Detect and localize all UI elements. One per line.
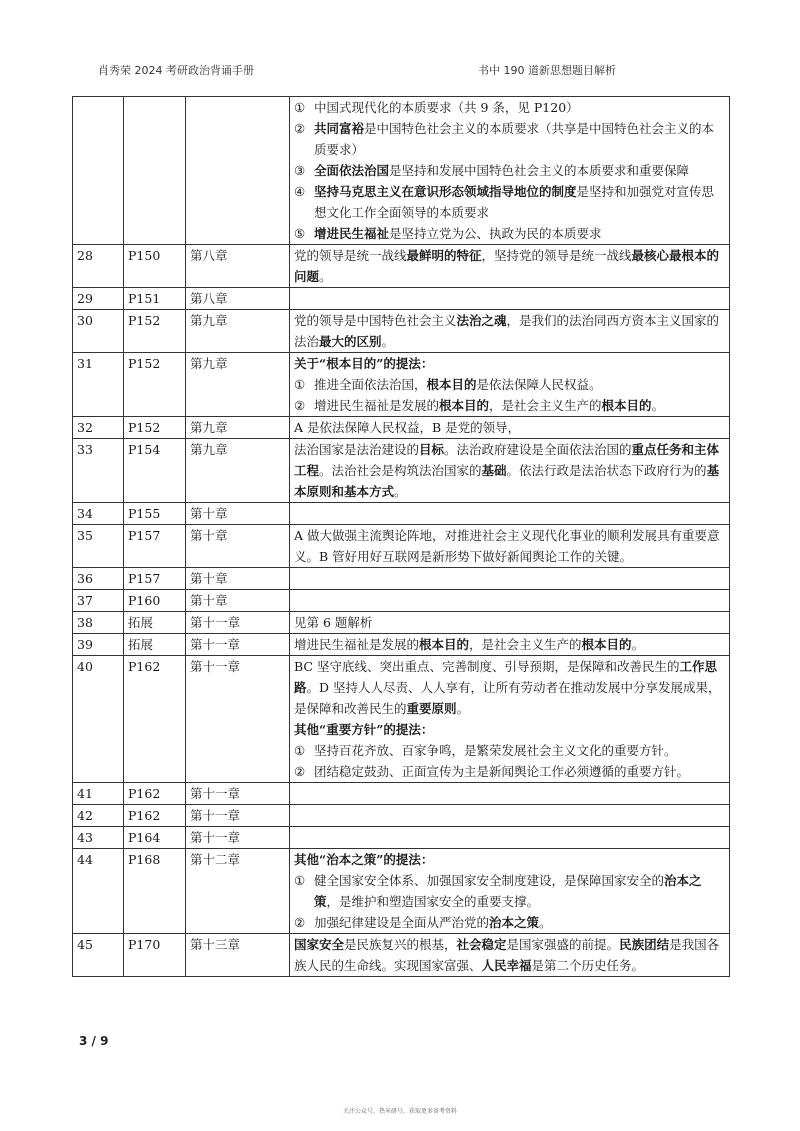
analysis-paragraph: [294, 934, 725, 976]
list-marker: ②: [294, 398, 306, 413]
page-ref-cell: P154: [124, 439, 186, 503]
table-row: [73, 783, 730, 805]
analysis-paragraph: [294, 612, 725, 633]
table-row: [73, 97, 730, 245]
page-ref-cell: P168: [124, 849, 186, 934]
chapter-cell: [186, 97, 290, 245]
chapter-cell: 第十章: [186, 590, 290, 612]
key-term: 基础: [481, 463, 507, 478]
analysis-cell: [290, 934, 730, 977]
text-run: 团结稳定鼓劲、正面宣传为主是新闻舆论工作必须遵循的重要方针。: [314, 764, 690, 779]
table-row: [73, 634, 730, 656]
page-ref-cell: P152: [124, 353, 186, 417]
chapter-cell: 第十一章: [186, 783, 290, 805]
key-term: 重要原则: [406, 701, 457, 716]
analysis-cell: [290, 805, 730, 827]
table-row: [73, 590, 730, 612]
table-row: [73, 568, 730, 590]
analysis-cell: [290, 590, 730, 612]
chapter-cell: 第十章: [186, 525, 290, 568]
numbered-point: [294, 223, 725, 244]
text-run: 。法治政府建设是全面依法治国的: [444, 442, 632, 457]
key-term: 法治之魂: [456, 313, 507, 328]
chapter-cell: 第十一章: [186, 634, 290, 656]
key-term: 人民幸福: [481, 958, 532, 973]
numbered-point: [294, 912, 725, 933]
table-row: [73, 525, 730, 568]
page-ref-cell: P170: [124, 934, 186, 977]
analysis-paragraph: [294, 245, 725, 287]
key-term: 根本目的: [419, 637, 470, 652]
question-number-cell: 33: [73, 439, 124, 503]
analysis-cell: [290, 439, 730, 503]
table-row: [73, 439, 730, 503]
text-run: 增进民生福祉是发展的: [294, 637, 420, 652]
page-ref-cell: P162: [124, 783, 186, 805]
question-number-cell: 28: [73, 245, 124, 288]
analysis-paragraph: [294, 634, 725, 655]
page-ref-cell: P160: [124, 590, 186, 612]
page-ref-cell: P157: [124, 525, 186, 568]
numbered-point: [294, 118, 725, 160]
text-run: 推进全面依法治国，: [314, 377, 427, 392]
text-run: 。: [651, 398, 665, 413]
question-number-cell: 38: [73, 612, 124, 634]
list-marker: ①: [294, 873, 306, 888]
analysis-cell: [290, 849, 730, 934]
key-term: 其他“治本之策”的提法：: [294, 852, 434, 867]
question-number-cell: 45: [73, 934, 124, 977]
numbered-point: [294, 740, 725, 761]
question-number-cell: 32: [73, 417, 124, 439]
key-term: 基本原则和基本方式: [294, 463, 720, 499]
analysis-paragraph: [294, 719, 725, 740]
question-number-cell: 42: [73, 805, 124, 827]
page-ref-cell: 拓展: [124, 612, 186, 634]
text-run: 是依法保障人民权益。: [476, 377, 602, 392]
page-ref-cell: P152: [124, 310, 186, 353]
answer-table: [72, 96, 730, 977]
analysis-cell: [290, 568, 730, 590]
list-marker: ②: [294, 915, 306, 930]
key-term: 最鲜明的特征: [406, 248, 482, 263]
key-term: 根本目的: [439, 398, 490, 413]
chapter-cell: 第八章: [186, 288, 290, 310]
text-run: 。依法行政是法治状态下政府行为的: [506, 463, 707, 478]
numbered-point: [294, 374, 725, 395]
page-ref-cell: P162: [124, 656, 186, 783]
text-run: 健全国家安全体系、加强国家安全制度建设，是保障国家安全的: [314, 873, 665, 888]
text-run: ，是社会主义生产的: [489, 398, 602, 413]
analysis-cell: [290, 288, 730, 310]
key-term: 根本目的: [426, 377, 477, 392]
analysis-cell: [290, 245, 730, 288]
key-term: 全面依法治国: [314, 163, 390, 178]
key-term: 坚持马克思主义在意识形态领域指导地位的制度: [314, 184, 577, 199]
chapter-cell: 第九章: [186, 417, 290, 439]
page-ref-cell: P151: [124, 288, 186, 310]
key-term: 治本之策: [314, 873, 702, 909]
chapter-cell: 第十一章: [186, 612, 290, 634]
page-ref-cell: 拓展: [124, 634, 186, 656]
analysis-cell: [290, 612, 730, 634]
text-run: 是坚持立党为公、执政为民的本质要求: [389, 226, 602, 241]
text-run: 是民族复兴的根基，: [344, 937, 457, 952]
text-run: 党的领导是中国特色社会主义: [294, 313, 457, 328]
text-run: 中国式现代化的本质要求（共 9 条，见 P120）: [314, 100, 579, 115]
numbered-point: [294, 870, 725, 912]
question-number-cell: 43: [73, 827, 124, 849]
list-marker: ①: [294, 377, 306, 392]
text-run: BC 坚守底线、突出重点、完善制度、引导预期，是保障和改善民生的: [294, 659, 680, 674]
question-number-cell: 36: [73, 568, 124, 590]
header-section-title: 书中 190 道新思想题目解析: [478, 64, 616, 77]
question-number-cell: 30: [73, 310, 124, 353]
analysis-paragraph: [294, 310, 725, 352]
question-number-cell: 44: [73, 849, 124, 934]
table-row: [73, 353, 730, 417]
text-run: 见第 6 题解析: [294, 615, 373, 630]
table-row: [73, 934, 730, 977]
page-ref-cell: P150: [124, 245, 186, 288]
header-book-title: 肖秀荣 2024 考研政治背诵手册: [98, 64, 254, 77]
chapter-cell: 第十章: [186, 568, 290, 590]
page-number: 3 / 9: [79, 1034, 109, 1048]
question-number-cell: 41: [73, 783, 124, 805]
question-number-cell: 39: [73, 634, 124, 656]
key-term: 重点任务和主体工程: [294, 442, 720, 478]
list-marker: ②: [294, 121, 306, 136]
text-run: 是坚持和加强党对宣传思想文化工作全面领导的本质要求: [314, 184, 715, 220]
text-run: 是国家强盛的前提。: [506, 937, 620, 952]
analysis-paragraph: [294, 417, 725, 438]
key-term: 根本目的: [581, 637, 632, 652]
chapter-cell: 第十二章: [186, 849, 290, 934]
question-number-cell: [73, 97, 124, 245]
text-run: 。: [456, 701, 470, 716]
numbered-point: [294, 395, 725, 416]
text-run: ，是维护和塑造国家安全的重要支撑。: [326, 894, 540, 909]
key-term: 工作思路: [294, 659, 717, 695]
page-ref-cell: P162: [124, 805, 186, 827]
text-run: 党的领导是统一战线: [294, 248, 407, 263]
key-term: 共同富裕: [314, 121, 365, 136]
table-row: [73, 288, 730, 310]
analysis-cell: [290, 310, 730, 353]
numbered-point: [294, 97, 725, 118]
analysis-paragraph: [294, 439, 725, 502]
key-term: 根本目的: [601, 398, 652, 413]
text-run: ，是社会主义生产的: [469, 637, 582, 652]
key-term: 目标: [419, 442, 445, 457]
question-number-cell: 40: [73, 656, 124, 783]
text-run: 。: [631, 637, 645, 652]
analysis-paragraph: [294, 656, 725, 719]
analysis-cell: [290, 656, 730, 783]
key-term: 其他“重要方针”的提法：: [294, 722, 434, 737]
list-marker: ④: [294, 184, 306, 199]
chapter-cell: 第九章: [186, 439, 290, 503]
analysis-paragraph: [294, 849, 725, 870]
numbered-point: [294, 181, 725, 223]
list-marker: ②: [294, 764, 306, 779]
table-row: [73, 656, 730, 783]
table-row: [73, 612, 730, 634]
page-ref-cell: P164: [124, 827, 186, 849]
analysis-paragraph: [294, 525, 725, 567]
key-term: 民族团结: [619, 937, 670, 952]
text-run: 是坚持和发展中国特色社会主义的本质要求和重要保障: [389, 163, 690, 178]
text-run: 是我国各族人民的生命线。实现国家富强、: [294, 937, 720, 973]
analysis-cell: [290, 97, 730, 245]
question-number-cell: 29: [73, 288, 124, 310]
text-run: 是中国特色社会主义的本质要求（共享是中国特色社会主义的本质要求）: [314, 121, 715, 157]
text-run: ，坚持党的领导是统一战线: [481, 248, 632, 263]
key-term: 治本之策: [489, 915, 540, 930]
analysis-paragraph: [294, 353, 725, 374]
text-run: 。: [319, 269, 332, 284]
text-run: 是第二个历史任务。: [531, 958, 645, 973]
text-run: A 是依法保障人民权益，B 是党的领导，: [294, 420, 521, 435]
table-row: [73, 310, 730, 353]
chapter-cell: 第十三章: [186, 934, 290, 977]
list-marker: ①: [294, 743, 306, 758]
chapter-cell: 第十一章: [186, 805, 290, 827]
numbered-point: [294, 160, 725, 181]
text-run: 法治国家是法治建设的: [294, 442, 420, 457]
list-marker: ③: [294, 163, 306, 178]
text-run: 。D 坚持人人尽责、人人享有，让所有劳动者在推动发展中分享发展成果，是保障和改善民生的: [294, 680, 721, 716]
analysis-cell: [290, 417, 730, 439]
chapter-cell: 第九章: [186, 310, 290, 353]
page-ref-cell: P155: [124, 503, 186, 525]
question-number-cell: 34: [73, 503, 124, 525]
question-number-cell: 37: [73, 590, 124, 612]
analysis-cell: [290, 634, 730, 656]
chapter-cell: 第十一章: [186, 827, 290, 849]
analysis-cell: [290, 525, 730, 568]
text-run: 。: [381, 334, 395, 349]
text-run: 坚持百花齐放、百家争鸣，是繁荣发展社会主义文化的重要方针。: [314, 743, 677, 758]
page-ref-cell: [124, 97, 186, 245]
list-marker: ①: [294, 100, 306, 115]
key-term: 社会稳定: [456, 937, 507, 952]
chapter-cell: 第九章: [186, 353, 290, 417]
chapter-cell: 第八章: [186, 245, 290, 288]
text-run: 。: [539, 915, 552, 930]
list-marker: ⑤: [294, 226, 306, 241]
text-run: 增进民生福祉是发展的: [314, 398, 440, 413]
analysis-cell: [290, 827, 730, 849]
numbered-point: [294, 761, 725, 782]
key-term: 最大的区别: [319, 334, 382, 349]
key-term: 最核心最根本的问题: [294, 248, 720, 284]
key-term: 国家安全: [294, 937, 345, 952]
table-row: [73, 805, 730, 827]
table-row: [73, 849, 730, 934]
text-run: ，是我们的法治同西方资本主义国家的法治: [294, 313, 720, 349]
question-number-cell: 35: [73, 525, 124, 568]
chapter-cell: 第十章: [186, 503, 290, 525]
chapter-cell: 第十一章: [186, 656, 290, 783]
text-run: 。法治社会是构筑法治国家的: [319, 463, 482, 478]
text-run: 。: [394, 484, 407, 499]
table-row: [73, 417, 730, 439]
analysis-cell: [290, 783, 730, 805]
text-run: A 做大做强主流舆论阵地，对推进社会主义现代化事业的顺利发展具有重要意义。B 管好用好互联网是新形势下做好新闻舆论工作的关键。: [294, 528, 720, 564]
table-row: [73, 503, 730, 525]
table-row: [73, 245, 730, 288]
footer-watermark: 关注公众号，热米研号，获取更多备考资料: [342, 1108, 457, 1115]
key-term: 关于“根本目的”的提法：: [294, 356, 434, 371]
page-ref-cell: P152: [124, 417, 186, 439]
question-number-cell: 31: [73, 353, 124, 417]
analysis-cell: [290, 503, 730, 525]
table-row: [73, 827, 730, 849]
analysis-cell: [290, 353, 730, 417]
text-run: 加强纪律建设是全面从严治党的: [314, 915, 490, 930]
key-term: 增进民生福祉: [314, 226, 390, 241]
page-ref-cell: P157: [124, 568, 186, 590]
